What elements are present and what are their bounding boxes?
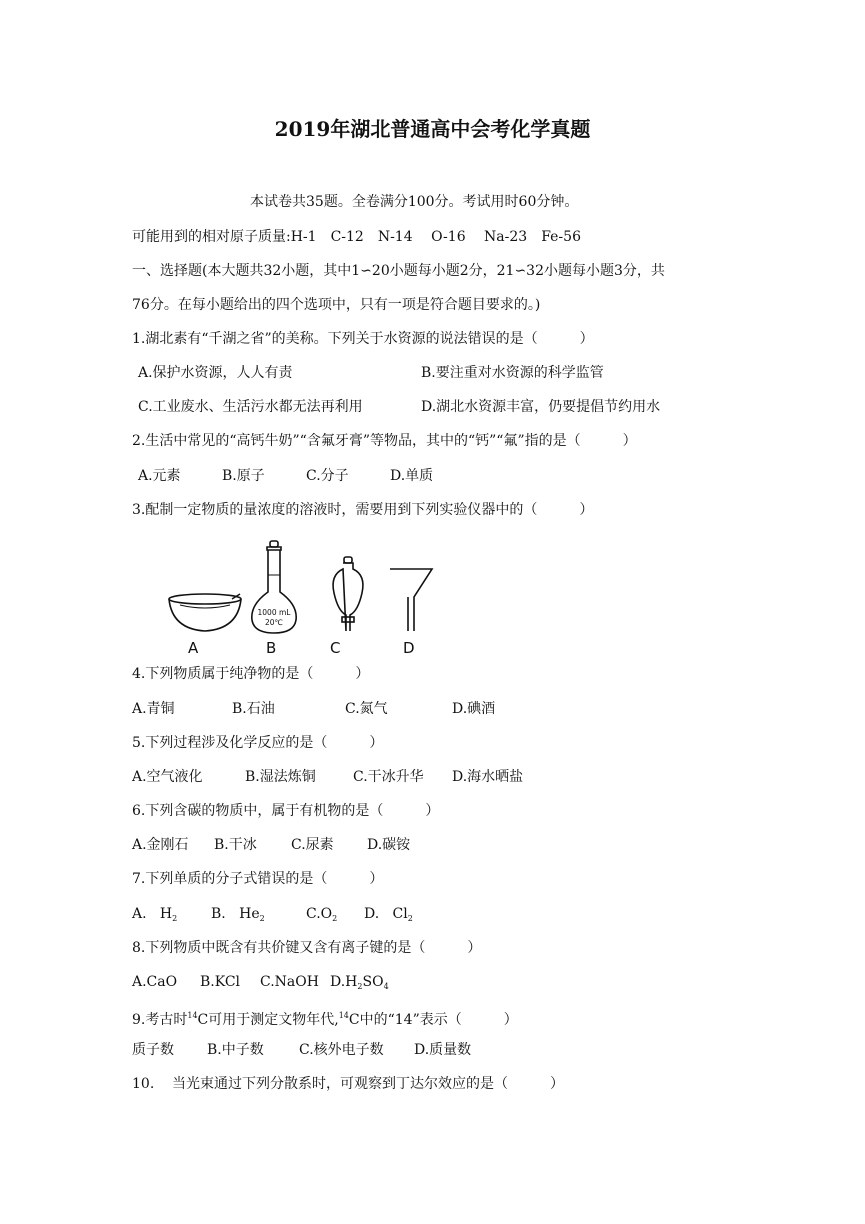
q4-option-b: B.石油 [232, 701, 275, 717]
question-7-stem: 7.下列单质的分子式错误的是（ ） [132, 871, 384, 887]
separatory-funnel-icon [333, 557, 363, 631]
flask-volume-label: 1000 mL [257, 608, 291, 617]
q2-option-d: D.单质 [390, 468, 434, 484]
question-2-stem: 2.生活中常见的“高钙牛奶”“含氟牙膏”等物品，其中的“钙”“氟”指的是（ ） [132, 433, 637, 449]
q7-a-label: A. [132, 906, 147, 922]
q5-option-c: C.干冰升华 [353, 769, 424, 785]
q8-d-sub1: 2 [357, 982, 363, 991]
q2-option-b: B.原子 [222, 468, 265, 484]
q9-stem-mid: C可用于测定文物年代, [197, 1012, 339, 1028]
exam-intro: 本试卷共35题。全卷满分100分。考试用时60分钟。 [250, 194, 579, 210]
q1-option-b: B.要注重对水资源的科学监管 [421, 365, 604, 381]
q7-d-label: D. [364, 906, 380, 922]
q8-option-d [330, 973, 389, 996]
q4-option-c: C.氮气 [345, 701, 388, 717]
q1-option-a: A.保护水资源，人人有责 [138, 365, 293, 381]
q6-option-b: B.干冰 [214, 837, 257, 853]
q7-c-subscript: 2 [332, 914, 338, 923]
q9-stem-pre: 9.考古时 [132, 1012, 188, 1028]
q1-option-c: C.工业废水、生活污水都无法再利用 [138, 399, 363, 415]
question-5-stem: 5.下列过程涉及化学反应的是（ ） [132, 735, 384, 751]
q4-option-d: D.碘酒 [452, 701, 496, 717]
q7-a-subscript: 2 [172, 914, 178, 923]
question-10-stem: 当光束通过下列分散系时，可观察到丁达尔效应的是（ ） [172, 1076, 564, 1092]
q9-option-a: 质子数 [132, 1042, 174, 1058]
q7-b-subscript: 2 [259, 914, 265, 923]
question-6-stem: 6.下列含碳的物质中，属于有机物的是（ ） [132, 803, 440, 819]
q8-option-b: B.KCl [200, 974, 241, 990]
q4-option-a: A.青铜 [132, 701, 175, 717]
question-1-stem: 1.湖北素有“千湖之省”的美称。下列关于水资源的说法错误的是（ ） [132, 331, 594, 347]
q9-stem-post: C中的“14”表示（ ） [348, 1012, 518, 1028]
funnel-icon [390, 569, 432, 631]
q8-d-mid: SO [362, 974, 384, 990]
section-header-line1: 一、选择题(本大题共32小题，其中1∽20小题每小题2分，21∽32小题每小题3分，共 [132, 263, 665, 279]
section-header-line2: 76分。在每小题给出的四个选项中，只有一项是符合题目要求的。) [132, 297, 541, 313]
apparatus-label-c: C [330, 639, 341, 657]
question-3-stem: 3.配制一定物质的量浓度的溶液时，需要用到下列实验仪器中的（ ） [132, 502, 594, 518]
q7-option-b [211, 905, 265, 928]
q5-option-d: D.海水晒盐 [452, 769, 524, 785]
q9-sup2: 14 [338, 1011, 349, 1020]
q8-option-c: C.NaOH [260, 974, 319, 990]
q9-option-d: D.质量数 [414, 1042, 472, 1058]
q6-option-a: A.金刚石 [132, 837, 189, 853]
q9-option-c: C.核外电子数 [299, 1042, 384, 1058]
page-title: 2019年湖北普通高中会考化学真题 [274, 117, 591, 141]
atomic-mass-line: 可能用到的相对原子质量:H-1 C-12 N-14 O-16 Na-23 Fe-56 [132, 229, 581, 245]
question-9-stem [132, 1007, 518, 1029]
question-10-number: 10. [132, 1076, 155, 1092]
q7-c-formula: C.O [306, 906, 333, 922]
flask-temperature-label: 20℃ [265, 618, 283, 627]
q1-option-d: D.湖北水资源丰富，仍要提倡节约用水 [421, 399, 661, 415]
q7-d-formula: Cl [392, 906, 408, 922]
q7-b-label: B. [211, 906, 226, 922]
q8-d-pre: D.H [330, 974, 358, 990]
lab-apparatus-figure [160, 535, 460, 640]
q7-d-subscript: 2 [407, 914, 413, 923]
q7-option-d [364, 905, 413, 928]
question-8-stem: 8.下列物质中既含有共价键又含有离子键的是（ ） [132, 940, 482, 956]
q2-option-c: C.分子 [306, 468, 349, 484]
evaporating-dish-icon [169, 594, 241, 631]
q7-option-a [132, 905, 177, 928]
q8-option-a: A.CaO [132, 974, 178, 990]
q5-option-a: A.空气液化 [132, 769, 203, 785]
q8-d-sub2: 4 [383, 982, 389, 991]
q9-option-b: B.中子数 [207, 1042, 264, 1058]
q2-option-a: A.元素 [138, 468, 181, 484]
q5-option-b: B.湿法炼铜 [245, 769, 316, 785]
q6-option-d: D.碳铵 [367, 837, 411, 853]
q6-option-c: C.尿素 [291, 837, 334, 853]
q9-sup1: 14 [187, 1011, 198, 1020]
q7-a-formula: H [159, 906, 173, 922]
question-4-stem: 4.下列物质属于纯净物的是（ ） [132, 666, 370, 682]
apparatus-label-b: B [266, 639, 277, 657]
q7-option-c [306, 905, 337, 928]
apparatus-label-d: D [403, 639, 415, 657]
apparatus-label-a: A [188, 639, 199, 657]
q7-b-formula: He [239, 906, 260, 922]
